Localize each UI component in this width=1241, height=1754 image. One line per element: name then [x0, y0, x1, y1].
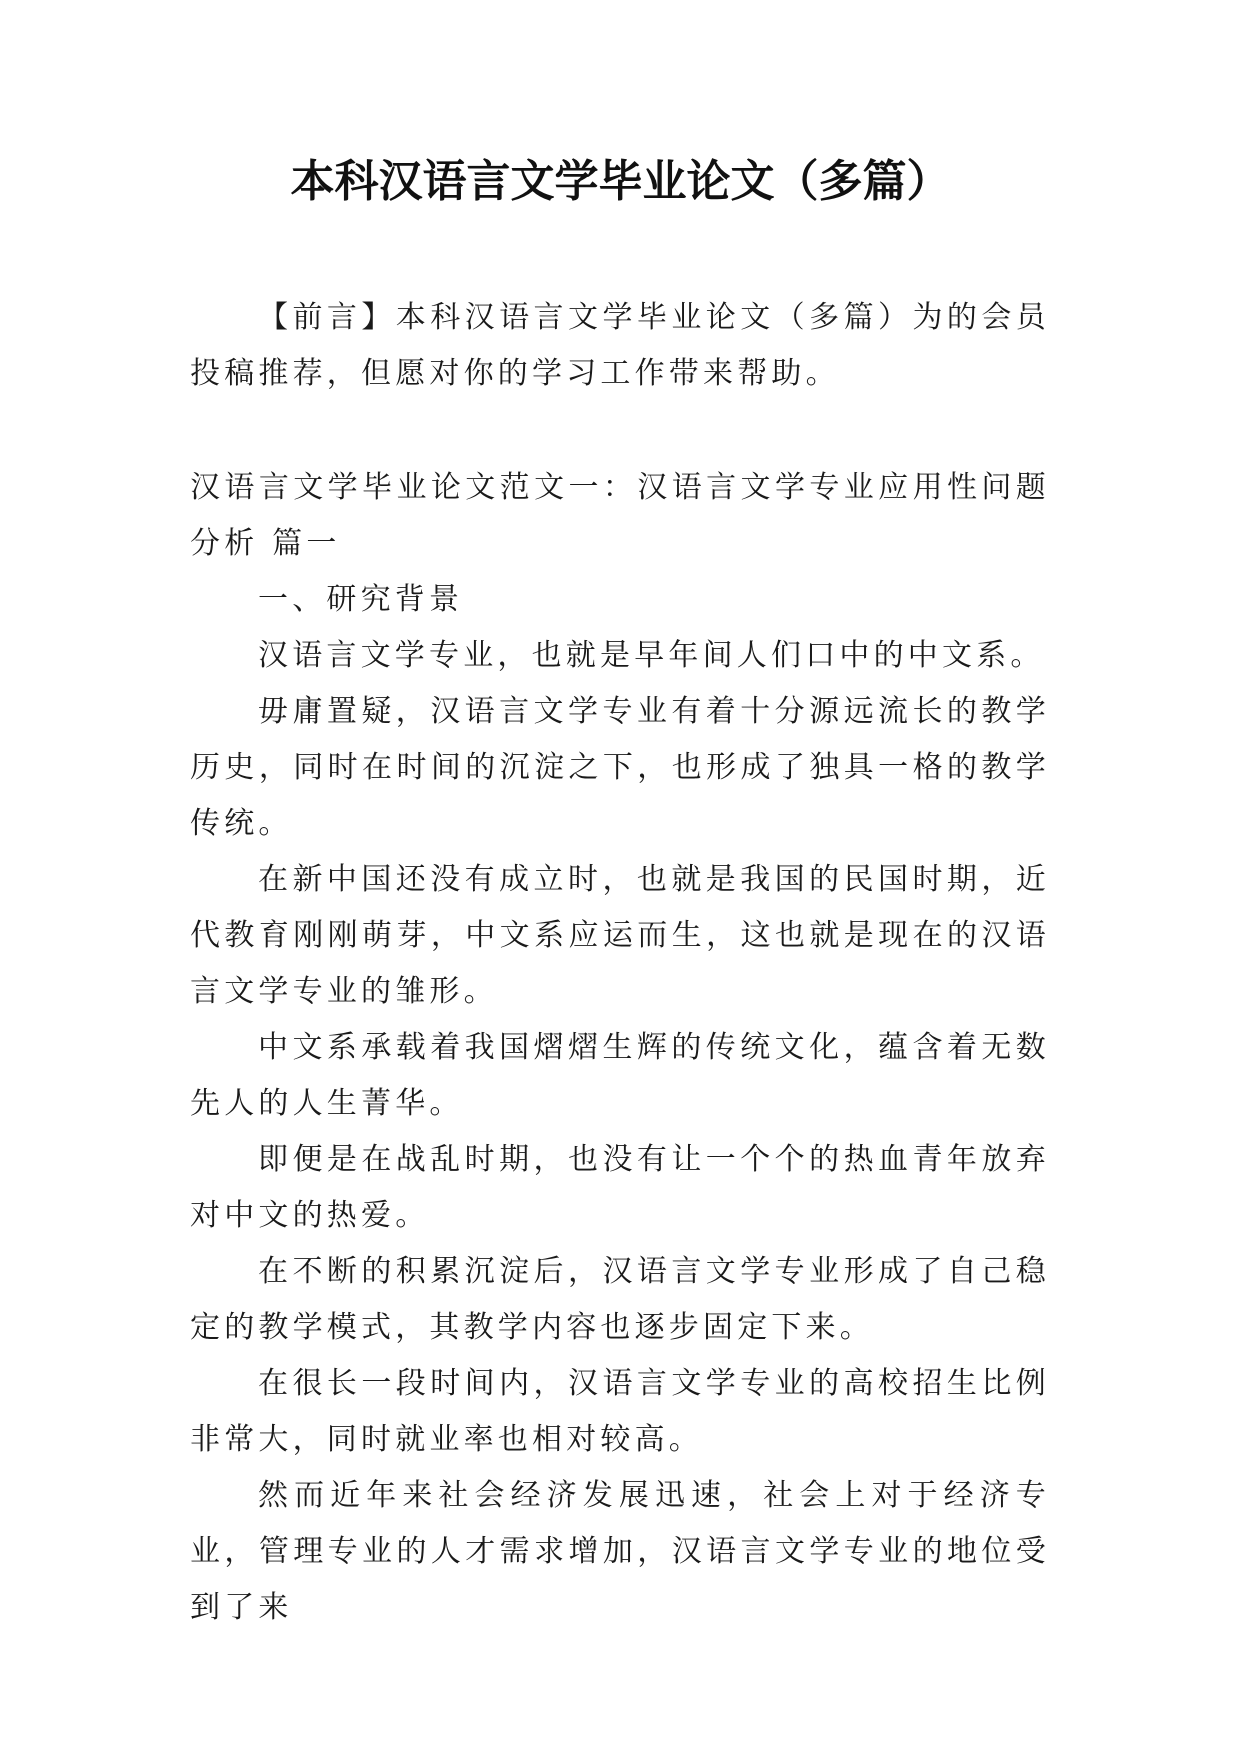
body-paragraph: 然而近年来社会经济发展迅速，社会上对于经济专业，管理专业的人才需求增加，汉语言文学专业的地位受到了来	[190, 1478, 1050, 1625]
intro-paragraph: 【前言】本科汉语言文学毕业论文（多篇）为的会员投稿推荐，但愿对你的学习工作带来帮助。	[190, 300, 1050, 391]
body-paragraph: 汉语言文学专业，也就是早年间人们口中的中文系。	[258, 638, 1045, 673]
main-body	[190, 460, 1050, 1636]
document-title: 本科汉语言文学毕业论文（多篇）	[290, 156, 951, 207]
body-paragraph: 在很长一段时间内，汉语言文学专业的高校招生比例非常大，同时就业率也相对较高。	[190, 1366, 1050, 1457]
body-paragraph: 在不断的积累沉淀后，汉语言文学专业形成了自己稳定的教学模式，其教学内容也逐步固定下来。	[190, 1254, 1050, 1345]
body-paragraph: 即便是在战乱时期，也没有让一个个的热血青年放弃对中文的热爱。	[190, 1142, 1050, 1233]
subheading: 一、研究背景	[258, 582, 464, 617]
body-paragraph: 中文系承载着我国熠熠生辉的传统文化，蕴含着无数先人的人生菁华。	[190, 1030, 1050, 1121]
section-heading: 汉语言文学毕业论文范文一：汉语言文学专业应用性问题分析 篇一	[190, 470, 1050, 561]
body-paragraph: 毋庸置疑，汉语言文学专业有着十分源远流长的教学历史，同时在时间的沉淀之下，也形成了独具一格的教学传统。	[190, 694, 1050, 841]
intro-block	[190, 290, 1050, 402]
body-paragraph: 在新中国还没有成立时，也就是我国的民国时期，近代教育刚刚萌芽，中文系应运而生，这也就是现在的汉语言文学专业的雏形。	[190, 862, 1050, 1009]
